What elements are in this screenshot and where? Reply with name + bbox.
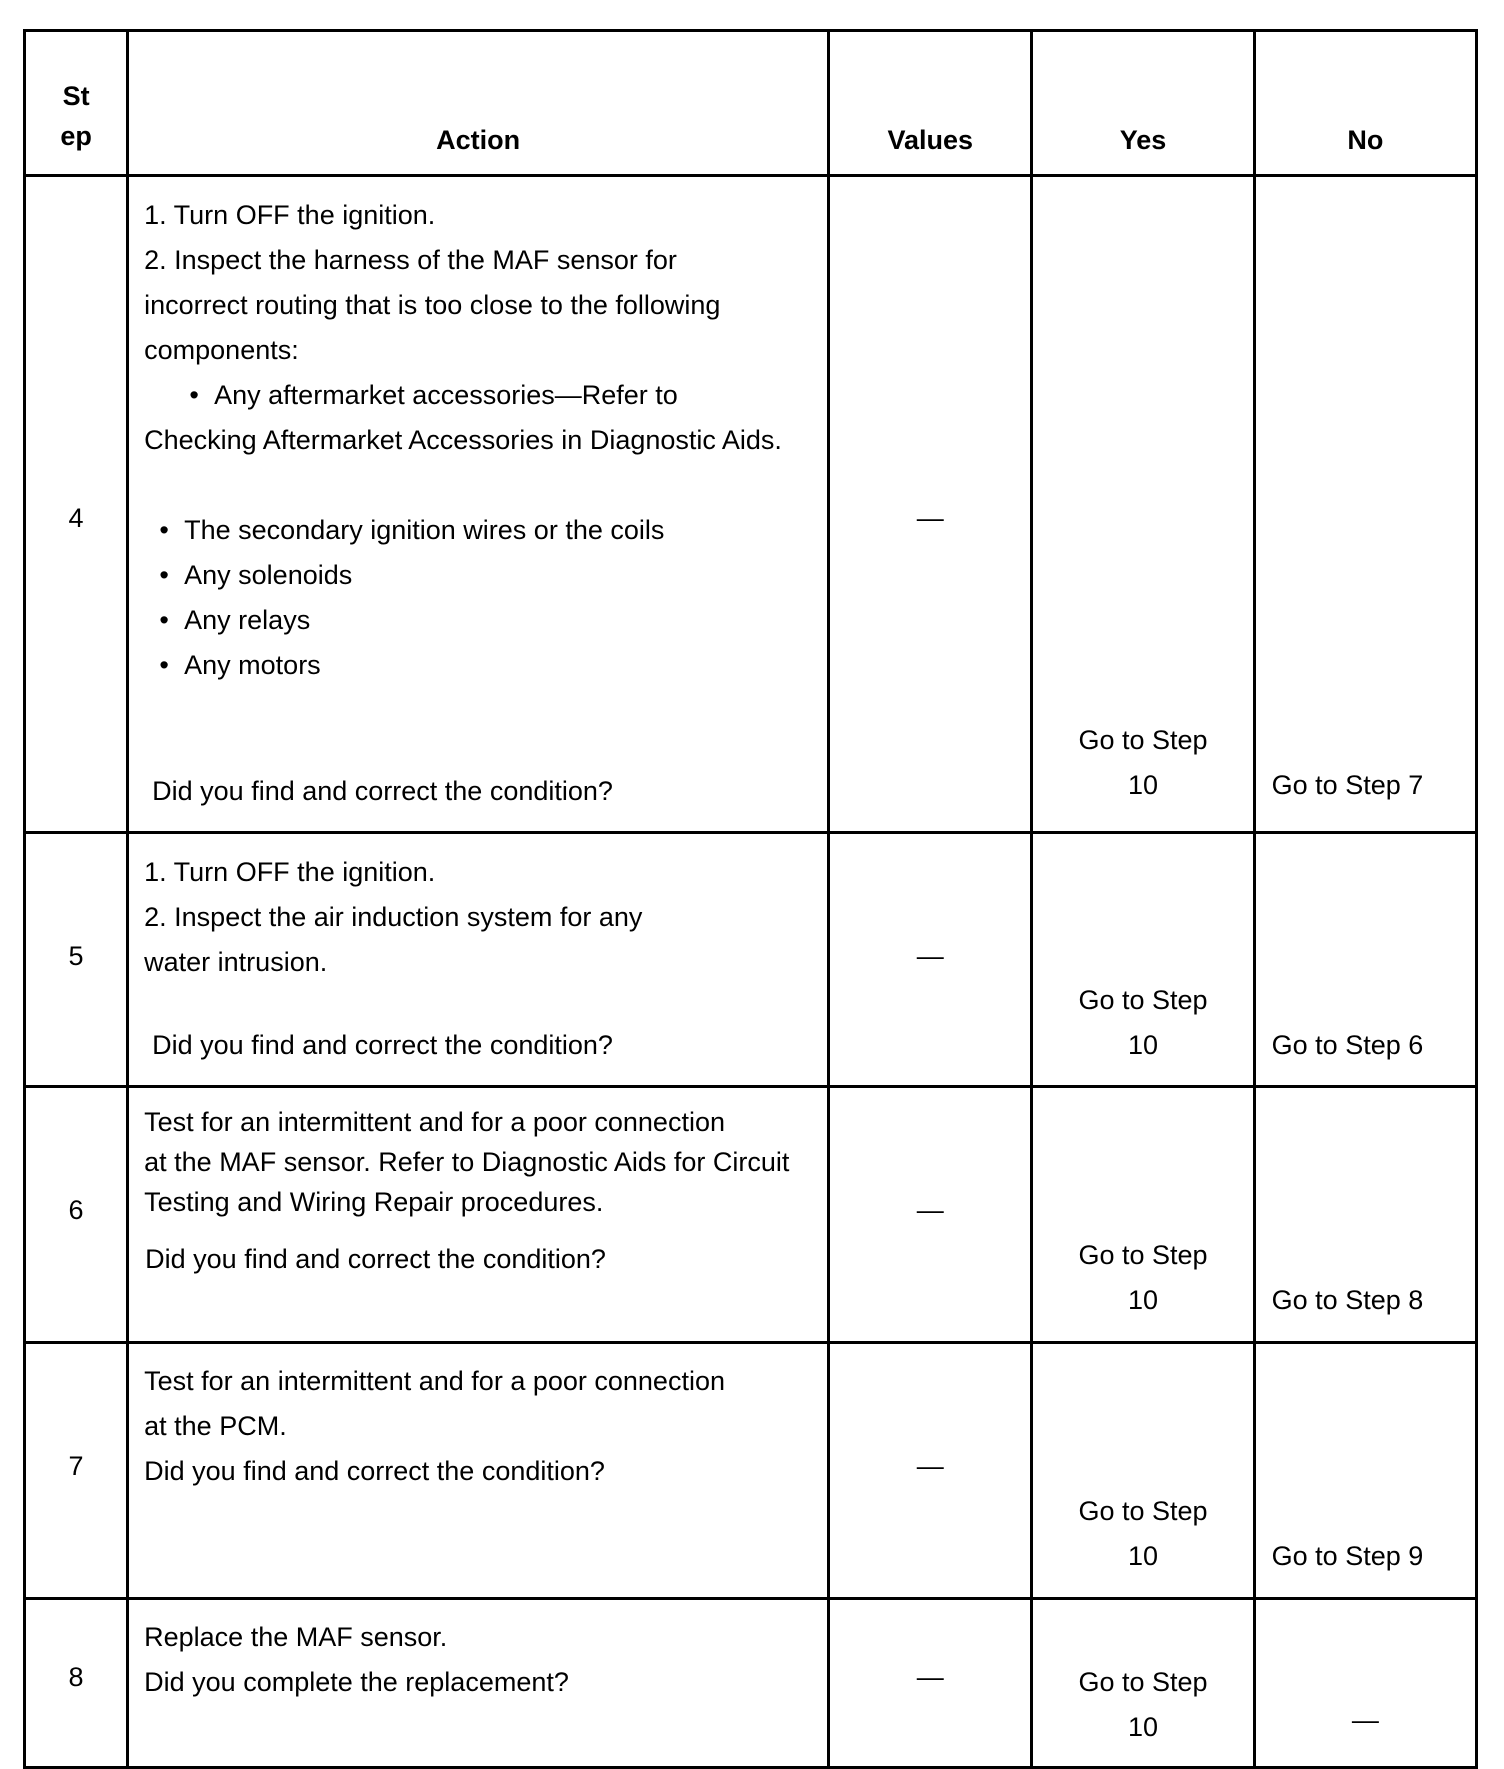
action-line: components: <box>144 335 299 365</box>
yes-action-line2: 10 <box>1127 1541 1159 1571</box>
bullet-icon: • <box>159 515 169 545</box>
action-line: Any motors <box>184 650 321 680</box>
action-line: Testing and Wiring Repair procedures. <box>144 1187 604 1217</box>
action-line: 1. Turn OFF the ignition. <box>144 200 436 230</box>
step-cell <box>25 1599 128 1768</box>
yes-action-line2: 10 <box>1127 1030 1159 1060</box>
table-row-step-6 <box>25 1087 1477 1343</box>
no-action: Go to Step 7 <box>1271 770 1424 800</box>
no-cell <box>1254 1087 1476 1343</box>
values-cell <box>829 1087 1032 1343</box>
values-text: — <box>916 503 944 533</box>
yes-action-line1: Go to Step <box>1078 985 1208 1015</box>
bullet-item <box>144 508 817 553</box>
values-cell <box>829 833 1032 1087</box>
diagnostic-table-container <box>23 29 1478 1763</box>
bullet-item <box>144 643 817 688</box>
values-cell <box>829 1343 1032 1599</box>
yes-action-line1: Go to Step <box>1078 1240 1208 1270</box>
step-number: 6 <box>68 1195 84 1225</box>
action-column-header <box>128 31 829 176</box>
values-column-header <box>829 31 1032 176</box>
yes-action-line1: Go to Step <box>1078 725 1208 755</box>
values-cell <box>829 1599 1032 1768</box>
action-line: at the PCM. <box>144 1411 287 1441</box>
table-row-step-7 <box>25 1343 1477 1599</box>
no-cell <box>1254 1599 1476 1768</box>
yes-action-line2: 10 <box>1127 770 1159 800</box>
action-line: Checking Aftermarket Accessories in Diagnostic Aids. <box>144 425 782 455</box>
bullet-item <box>144 373 817 418</box>
header-row <box>25 31 1477 176</box>
step-number: 4 <box>68 503 84 533</box>
no-action: Go to Step 9 <box>1271 1541 1424 1571</box>
values-text: — <box>916 1662 944 1692</box>
action-question: Did you find and correct the condition? <box>145 1244 606 1274</box>
step-number: 8 <box>68 1662 84 1692</box>
step-cell <box>25 833 128 1087</box>
values-cell <box>829 176 1032 833</box>
yes-action-line2: 10 <box>1127 1285 1159 1315</box>
action-question: Did you find and correct the condition? <box>152 776 613 806</box>
no-action: Go to Step 6 <box>1271 1030 1424 1060</box>
yes-column-header <box>1032 31 1254 176</box>
action-line: Any solenoids <box>184 560 353 590</box>
action-line: incorrect routing that is too close to the following <box>144 290 721 320</box>
bullet-icon: • <box>189 380 199 410</box>
yes-cell <box>1032 1087 1254 1343</box>
yes-action-line2: 10 <box>1127 1712 1159 1742</box>
no-action: — <box>1351 1705 1379 1735</box>
action-line: 2. Inspect the air induction system for any <box>144 902 643 932</box>
action-question: Did you find and correct the condition? <box>152 1030 613 1060</box>
step-column-header <box>25 31 128 176</box>
yes-header-label: Yes <box>1119 125 1167 155</box>
action-line: Replace the MAF sensor. <box>144 1622 448 1652</box>
action-line: 2. Inspect the harness of the MAF sensor for <box>144 245 677 275</box>
action-line: 1. Turn OFF the ignition. <box>144 857 436 887</box>
action-cell <box>128 1599 829 1768</box>
action-cell <box>128 833 829 1087</box>
table-row-step-4 <box>25 176 1477 833</box>
bullet-item <box>144 553 817 598</box>
no-cell <box>1254 1343 1476 1599</box>
action-line: at the MAF sensor. Refer to Diagnostic Aids for Circuit <box>144 1147 790 1177</box>
no-cell <box>1254 176 1476 833</box>
values-text: — <box>916 1451 944 1481</box>
yes-action-line1: Go to Step <box>1078 1496 1208 1526</box>
no-header-label: No <box>1347 125 1384 155</box>
action-cell <box>128 1343 829 1599</box>
bullet-icon: • <box>159 605 169 635</box>
action-line: Test for an intermittent and for a poor connection <box>144 1366 725 1396</box>
action-line: The secondary ignition wires or the coils <box>184 515 665 545</box>
no-column-header <box>1254 31 1476 176</box>
yes-action-line1: Go to Step <box>1078 1667 1208 1697</box>
table-row-step-5 <box>25 833 1477 1087</box>
action-cell <box>128 1087 829 1343</box>
step-header-line1: St <box>62 81 90 111</box>
values-text: — <box>916 941 944 971</box>
step-cell <box>25 1343 128 1599</box>
no-cell <box>1254 833 1476 1087</box>
bullet-item <box>144 598 817 643</box>
action-line: water intrusion. <box>144 947 328 977</box>
table-row-step-8 <box>25 1599 1477 1768</box>
yes-cell <box>1032 1343 1254 1599</box>
yes-cell <box>1032 176 1254 833</box>
no-action: Go to Step 8 <box>1271 1285 1424 1315</box>
yes-cell <box>1032 1599 1254 1768</box>
step-cell <box>25 176 128 833</box>
bullet-icon: • <box>159 650 169 680</box>
values-header-label: Values <box>887 125 973 155</box>
action-line: Any relays <box>184 605 311 635</box>
yes-cell <box>1032 833 1254 1087</box>
action-header-label: Action <box>436 125 521 155</box>
bullet-icon: • <box>159 560 169 590</box>
step-cell <box>25 1087 128 1343</box>
action-cell <box>128 176 829 833</box>
step-number: 7 <box>68 1451 84 1481</box>
step-number: 5 <box>68 941 84 971</box>
step-header-line2: ep <box>60 121 92 151</box>
action-line: Test for an intermittent and for a poor connection <box>144 1107 725 1137</box>
action-line: Did you find and correct the condition? <box>144 1456 605 1486</box>
action-line: Did you complete the replacement? <box>144 1667 569 1697</box>
diagnostic-table <box>23 29 1478 1769</box>
values-text: — <box>916 1195 944 1225</box>
action-line: Any aftermarket accessories—Refer to <box>214 380 678 410</box>
